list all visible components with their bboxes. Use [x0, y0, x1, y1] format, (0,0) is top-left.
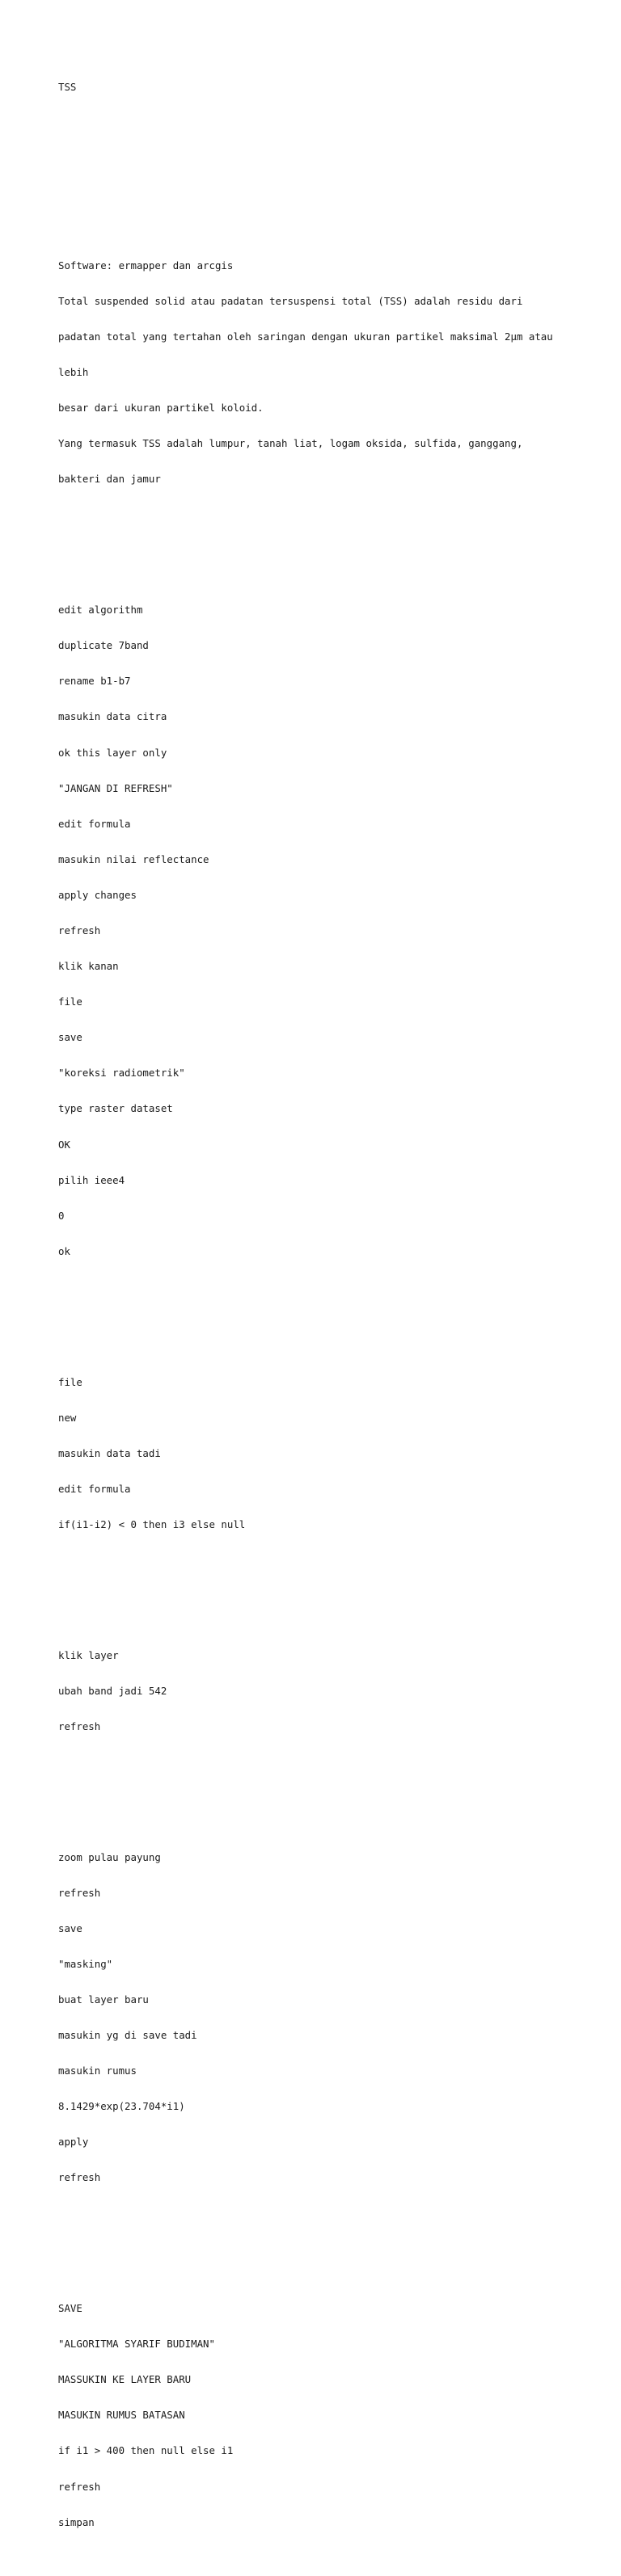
- step-line: ok: [58, 1244, 70, 1257]
- blank-line: [58, 118, 576, 130]
- step-line: refresh: [58, 2171, 101, 2184]
- document-body: [58, 58, 576, 2576]
- blank-line: [58, 154, 576, 166]
- step-line: apply changes: [58, 888, 137, 901]
- step-line: masukin data tadi: [58, 1446, 161, 1459]
- step-line: "koreksi radiometrik": [58, 1067, 185, 1080]
- step-line: OK: [58, 1138, 70, 1151]
- intro-line: Software: ermapper dan arcgis: [58, 259, 234, 271]
- step-line: if(i1-i2) < 0 then i3 else null: [58, 1517, 246, 1530]
- step-line: save: [58, 1921, 82, 1934]
- step-line: file: [58, 995, 82, 1008]
- intro-line: Yang termasuk TSS adalah lumpur, tanah liat, logam oksida, sulfida, ganggang,: [58, 437, 523, 450]
- step-line: file: [58, 1375, 82, 1388]
- step-line: masukin yg di save tadi: [58, 2028, 197, 2041]
- step-line: ok this layer only: [58, 746, 167, 759]
- step-line: SAVE: [58, 2302, 82, 2315]
- intro-line: besar dari ukuran partikel koloid.: [58, 402, 264, 415]
- step-line: refresh: [58, 2480, 101, 2493]
- step-line: masukin rumus: [58, 2065, 137, 2077]
- step-line: rename b1-b7: [58, 675, 131, 688]
- steps-block-2: [58, 1353, 576, 1555]
- step-line: zoom pulau payung: [58, 1850, 161, 1863]
- step-line: pilih ieee4: [58, 1173, 125, 1186]
- step-line: MASSUKIN KE LAYER BARU: [58, 2373, 192, 2386]
- document-title: TSS: [58, 81, 77, 94]
- steps-block-5: [58, 2279, 576, 2553]
- intro-line: Total suspended solid atau padatan tersuspensi total (TSS) adalah residu dari: [58, 294, 523, 307]
- step-line: MASUKIN RUMUS BATASAN: [58, 2409, 185, 2422]
- step-line: edit formula: [58, 1482, 131, 1495]
- blank-line: [58, 2232, 576, 2244]
- step-line: refresh: [58, 1886, 101, 1899]
- intro-paragraph: [58, 236, 576, 509]
- step-line: edit formula: [58, 817, 131, 830]
- step-line: 8.1429*exp(23.704*i1): [58, 2100, 185, 2113]
- step-line: simpan: [58, 2515, 95, 2528]
- step-line: new: [58, 1411, 77, 1424]
- step-line: masukin nilai reflectance: [58, 852, 209, 865]
- blank-line: [58, 533, 576, 545]
- intro-line: bakteri dan jamur: [58, 473, 161, 486]
- step-line: type raster dataset: [58, 1102, 173, 1115]
- step-line: "JANGAN DI REFRESH": [58, 781, 173, 794]
- intro-line: lebih: [58, 366, 89, 379]
- step-line: duplicate 7band: [58, 639, 149, 652]
- step-line: save: [58, 1031, 82, 1044]
- step-line: edit algorithm: [58, 604, 143, 617]
- step-line: masukin data citra: [58, 710, 167, 723]
- blank-line: [58, 1780, 576, 1792]
- blank-line: [58, 189, 576, 201]
- step-line: klik layer: [58, 1648, 119, 1661]
- step-line: "ALGORITMA SYARIF BUDIMAN": [58, 2338, 215, 2351]
- step-line: klik kanan: [58, 960, 119, 973]
- intro-line: padatan total yang tertahan oleh saringan dengan ukuran partikel maksimal 2µm atau: [58, 330, 553, 343]
- steps-block-3: [58, 1626, 576, 1757]
- step-line: refresh: [58, 1719, 101, 1732]
- step-line: buat layer baru: [58, 1993, 149, 2006]
- steps-block-4: [58, 1828, 576, 2208]
- step-line: "masking": [58, 1957, 113, 1970]
- steps-block-1: [58, 581, 576, 1282]
- step-line: refresh: [58, 924, 101, 937]
- step-line: ubah band jadi 542: [58, 1684, 167, 1697]
- step-line: 0: [58, 1209, 65, 1222]
- step-line: if i1 > 400 then null else i1: [58, 2444, 234, 2457]
- blank-line: [58, 1578, 576, 1590]
- blank-line: [58, 1305, 576, 1317]
- step-line: apply: [58, 2136, 89, 2149]
